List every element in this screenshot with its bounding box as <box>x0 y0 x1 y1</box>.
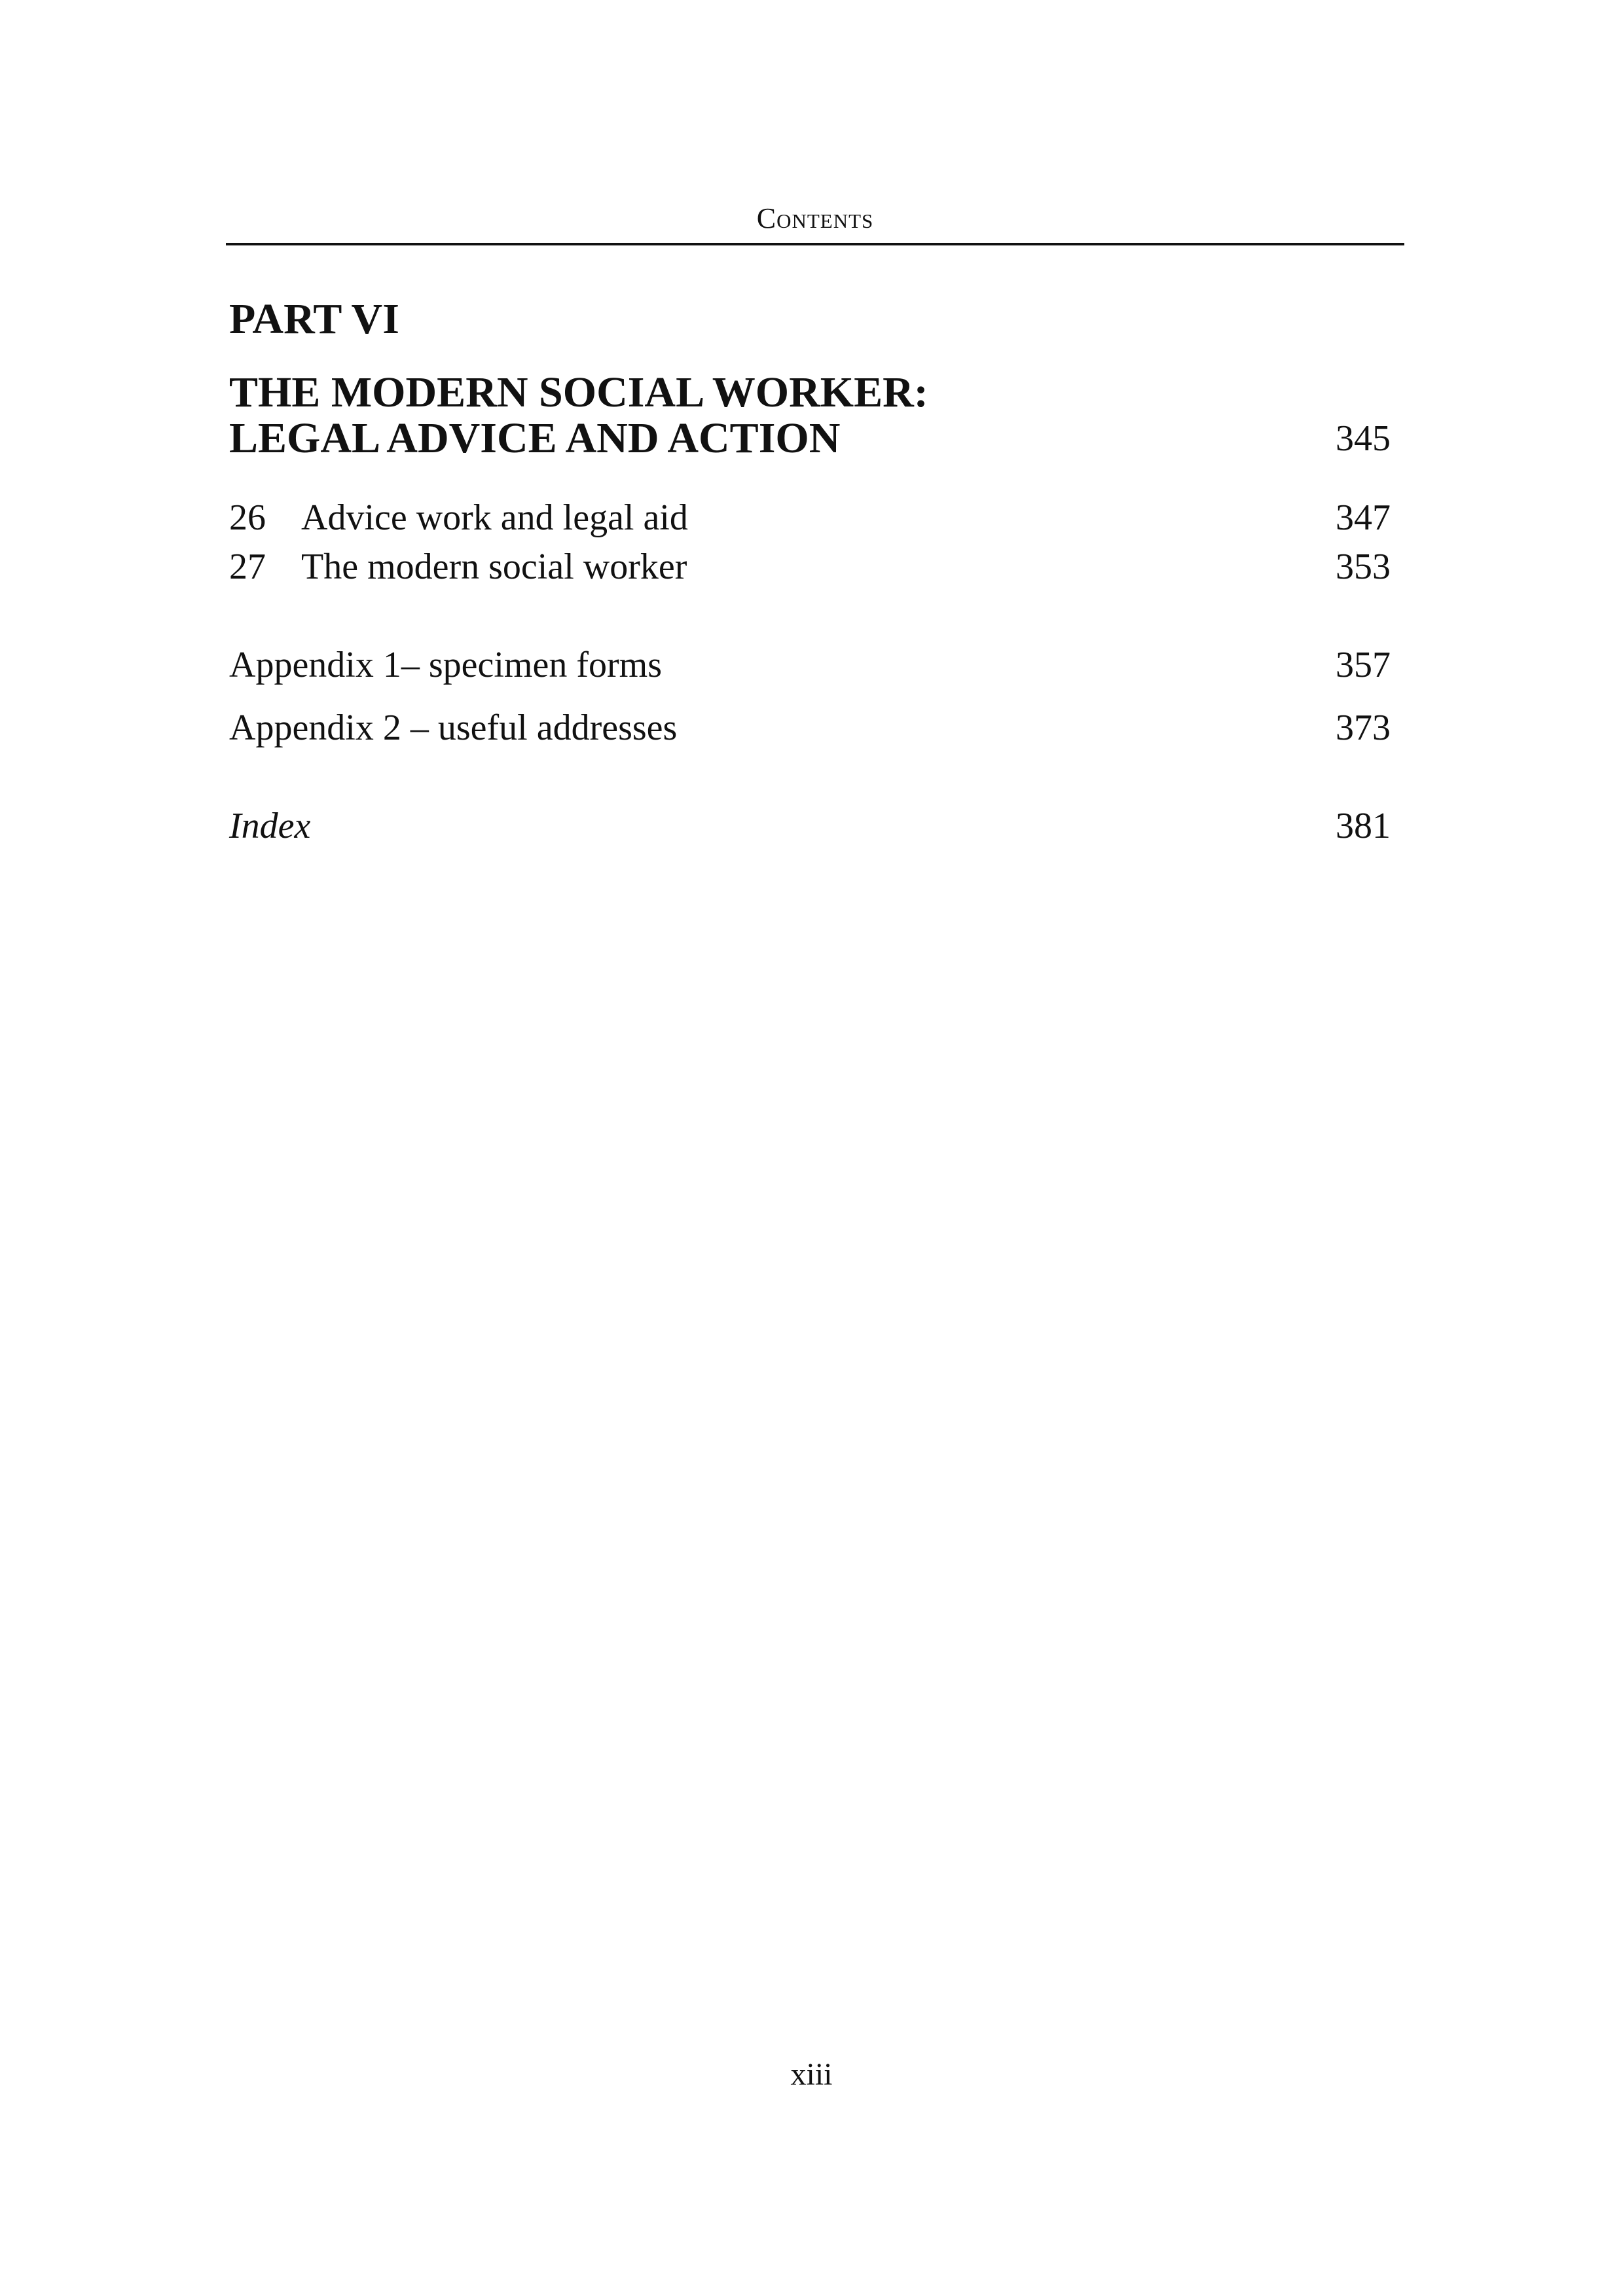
chapter-number: 26 <box>229 497 266 538</box>
part-page-number: 345 <box>1336 418 1391 459</box>
header-rule <box>226 243 1404 245</box>
running-head: Contents <box>756 202 874 234</box>
toc-entry-chapter-27[interactable] <box>229 543 687 590</box>
appendix-page-number: 357 <box>1336 645 1391 685</box>
chapter-page-number: 347 <box>1336 497 1391 538</box>
chapter-number: 27 <box>229 547 266 587</box>
toc-entry-index[interactable] <box>229 802 310 850</box>
part-title-line-2: LEGAL ADVICE AND ACTION <box>229 414 841 462</box>
appendix-page-number: 373 <box>1336 708 1391 748</box>
toc-entry-chapter-26[interactable] <box>229 494 688 541</box>
page-folio: xiii <box>790 2057 833 2092</box>
appendix-title: Appendix 2 – useful addresses <box>229 708 678 748</box>
appendix-title: Appendix 1– specimen forms <box>229 645 662 685</box>
chapter-title: Advice work and legal aid <box>301 497 688 538</box>
toc-entry-appendix-2[interactable] <box>229 704 677 751</box>
chapter-page-number: 353 <box>1336 547 1391 587</box>
index-page-number: 381 <box>1336 806 1391 846</box>
index-title: Index <box>229 806 311 846</box>
part-title-line-1: THE MODERN SOCIAL WORKER: <box>229 368 928 416</box>
toc-entry-appendix-1[interactable] <box>229 641 662 689</box>
chapter-title: The modern social worker <box>301 547 687 587</box>
part-label: PART VI <box>229 295 399 343</box>
